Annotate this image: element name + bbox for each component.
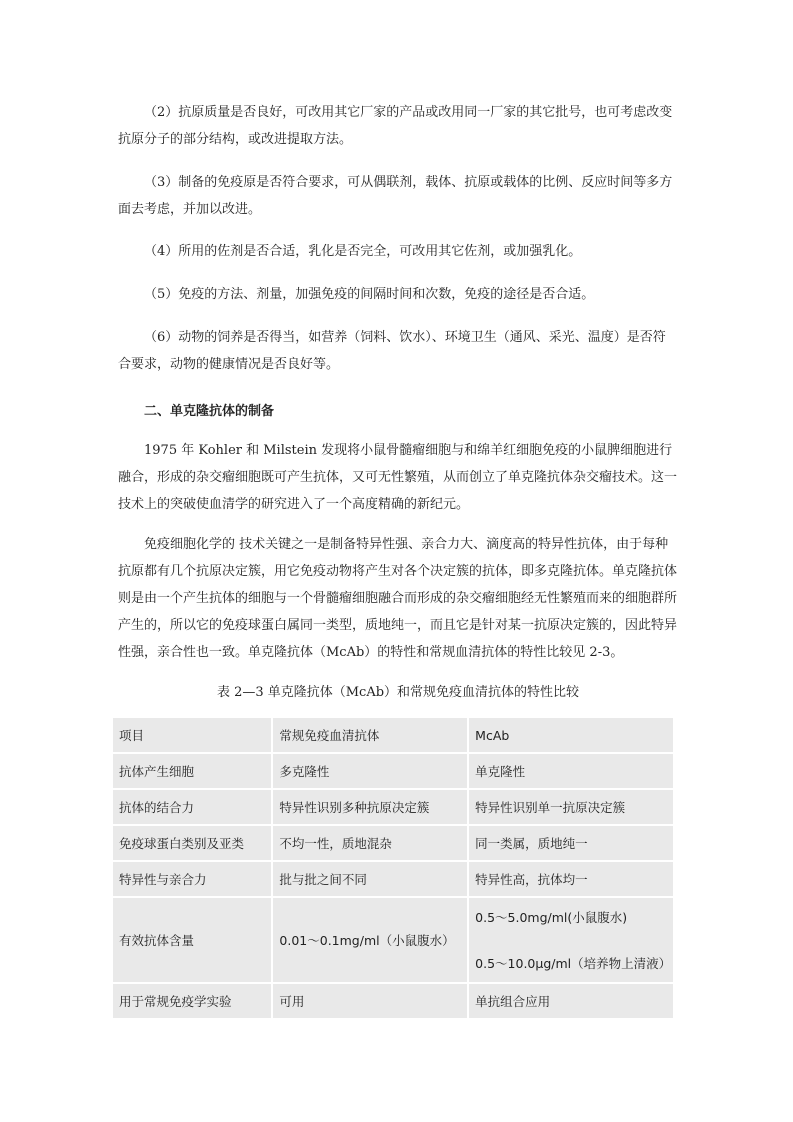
table-cell: 不均一性，质地混杂 — [273, 826, 467, 860]
table-cell-line: 0.5～5.0mg/ml(小鼠腹水) — [475, 910, 628, 925]
paragraph-antigen-quality: （2）抗原质量是否良好，可改用其它厂家的产品或改用同一厂家的其它批号，也可考虑改变抗原分子的部分结构，或改进提取方法。 — [118, 105, 673, 147]
table-cell: 抗体的结合力 — [113, 790, 271, 824]
table-cell: 抗体产生细胞 — [113, 754, 271, 788]
table-cell: 特异性高，抗体均一 — [469, 862, 673, 896]
table-cell: 多克隆性 — [273, 754, 467, 788]
table-cell: 可用 — [273, 984, 467, 1018]
table-cell: 同一类属，质地纯一 — [469, 826, 673, 860]
table-cell: 项目 — [113, 718, 271, 752]
table-cell: 免疫球蛋白类别及亚类 — [113, 826, 271, 860]
table-cell: 0.01～0.1mg/ml（小鼠腹水） — [273, 898, 467, 982]
table-row — [113, 754, 673, 788]
table-cell: 特异性识别单一抗原决定簇 — [469, 790, 673, 824]
comparison-table — [111, 716, 675, 1020]
table-row-header — [113, 718, 673, 752]
table-cell: 批与批之间不同 — [273, 862, 467, 896]
table-cell: 常规免疫血清抗体 — [273, 718, 467, 752]
table-cell: 有效抗体含量 — [113, 898, 271, 982]
table-row — [113, 862, 673, 896]
table-row — [113, 826, 673, 860]
table-cell: 单克隆性 — [469, 754, 673, 788]
table-row — [113, 790, 673, 824]
table-row — [113, 984, 673, 1018]
table-cell-multi — [469, 898, 673, 982]
table-cell-line: 0.5～10.0μg/ml（培养物上清液） — [475, 956, 672, 971]
paragraph-intro: 1975 年 Kohler 和 Milstein 发现将小鼠骨髓瘤细胞与和绵羊红细胞免疫的小鼠脾细胞进行融合，形成的杂交瘤细胞既可产生抗体，又可无性繁殖，从而创立了单克隆抗体杂交瘤技术。这一技术上的突破使血清学的研究进入了一个高度精确的新纪元。 — [118, 443, 678, 512]
table-caption: 表 2—3 单克隆抗体（McAb）和常规免疫血清抗体的特性比较 — [216, 685, 580, 700]
paragraph-immunization-method: （5）免疫的方法、剂量，加强免疫的间隔时间和次数，免疫的途径是否合适。 — [144, 287, 595, 302]
table-cell: 特异性与亲合力 — [113, 862, 271, 896]
paragraph-body: 免疫细胞化学的 技术关键之一是制备特异性强、亲合力大、滴度高的特异性抗体，由于每种抗原都有几个抗原决定簇，用它免疫动物将产生对各个决定簇的抗体，即多克隆抗体。单克隆抗体则是由一个产生抗体的细胞与一个骨髓瘤细胞融合而形成的杂交瘤细胞经无性繁殖而来的细胞群所产生的，所以它的免疫球蛋白属同一类型，质地纯一，而且它是针对某一抗原决定簇的，因此特异性强，亲合性也一致。单克隆抗体（McAb）的特性和常规血清抗体的特性比较见 2-3。 — [118, 537, 678, 660]
section-heading: 二、单克隆抗体的制备 — [144, 404, 275, 419]
table-cell: 单抗组合应用 — [469, 984, 673, 1018]
table-cell: McAb — [469, 718, 673, 752]
table-cell: 特异性识别多种抗原决定簇 — [273, 790, 467, 824]
paragraph-animal-care: （6）动物的饲养是否得当，如营养（饲料、饮水）、环境卫生（通风、采光、温度）是否符合要求，动物的健康情况是否良好等。 — [118, 330, 666, 372]
paragraph-immunogen: （3）制备的免疫原是否符合要求，可从偶联剂，载体、抗原或载体的比例、反应时间等多方面去考虑，并加以改进。 — [118, 175, 673, 217]
paragraph-adjuvant: （4）所用的佐剂是否合适，乳化是否完全，可改用其它佐剂，或加强乳化。 — [144, 244, 582, 259]
table-row — [113, 898, 673, 982]
table-cell: 用于常规免疫学实验 — [113, 984, 271, 1018]
